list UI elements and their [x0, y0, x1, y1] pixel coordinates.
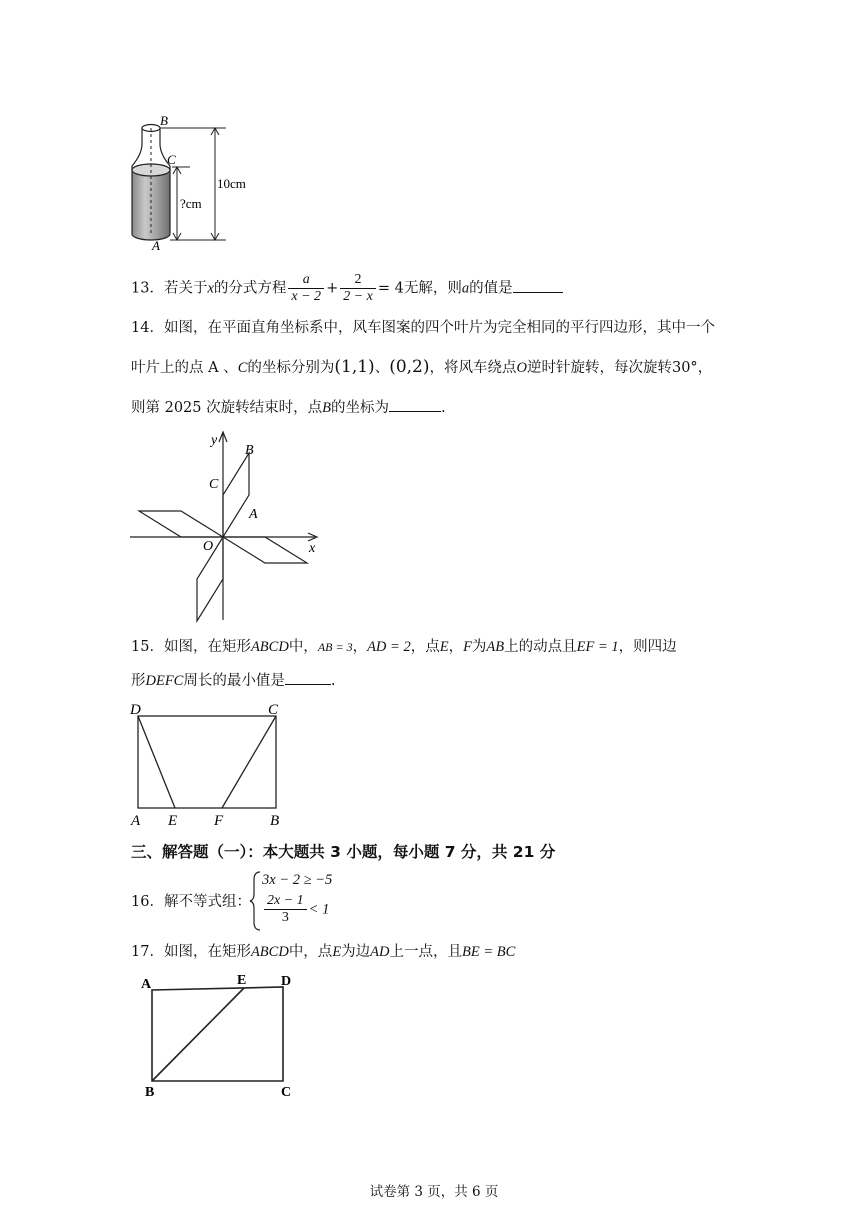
- rect17-label-c: C: [281, 1085, 292, 1100]
- inequality-2: $\frac{2x - 1}{3}$ < 1: [262, 893, 329, 926]
- inequality-brace: [248, 870, 262, 932]
- question-15-line-2: 形DEFC周长的最小值是 .: [131, 670, 335, 691]
- inequality-1: 3x − 2 ≥ −5: [262, 872, 333, 888]
- rectangle-abcd-figure: [135, 968, 305, 1103]
- rect15-label-f: F: [214, 813, 224, 829]
- rectangle-defc-figure: [125, 698, 295, 830]
- question-16-label: 16．解不等式组：: [131, 894, 251, 910]
- rect17-label-e: E: [237, 973, 247, 988]
- answer-blank-13[interactable]: [513, 278, 563, 293]
- windmill-axis-x: x: [309, 541, 316, 556]
- windmill-label-c: C: [209, 477, 219, 492]
- bottle-label-c: C: [167, 152, 176, 167]
- fraction-2-over-2-minus-x: $\frac{2}{2 - x}$: [340, 272, 376, 305]
- bottle-label-b: B: [160, 113, 168, 128]
- fraction-2x-minus-1-over-3: $\frac{2x - 1}{3}$: [264, 893, 307, 926]
- bottle-height-unknown: ?cm: [180, 196, 202, 211]
- question-14-line-1: 14．如图，在平面直角坐标系中，风车图案的四个叶片为完全相同的平行四边形，其中一个: [131, 320, 715, 336]
- question-13: 13．若关于x的分式方程 $\frac{a}{x - 2}$ + $\frac{2}{2 - x}$ = 4无解，则a的值是: [131, 272, 563, 305]
- rect17-label-a: A: [141, 977, 152, 992]
- answer-blank-15[interactable]: [285, 670, 331, 685]
- question-14-line-2: 叶片上的点 A 、C的坐标分别为(1,1)、(0,2)，将风车绕点O逆时针旋转，每次旋转30°，: [131, 357, 713, 377]
- question-15-line-1: 15．如图，在矩形ABCD中，AB = 3，AD = 2，点E，F为AB上的动点且EF = 1，则四边: [131, 639, 677, 655]
- section-3-heading: 三、解答题（一）：本大题共 3 小题，每小题 7 分，共 21 分: [131, 843, 556, 861]
- windmill-label-o: O: [203, 539, 214, 554]
- rect15-label-e: E: [168, 813, 178, 829]
- bottle-label-a: A: [152, 238, 160, 253]
- rect15-label-b: B: [270, 813, 280, 829]
- windmill-label-a: A: [249, 507, 258, 522]
- rect17-label-d: D: [281, 974, 292, 989]
- bottle-figure: [120, 110, 270, 255]
- rect17-label-b: B: [145, 1085, 155, 1100]
- question-17: 17．如图，在矩形ABCD中，点E为边AD上一点，且BE = BC: [131, 944, 516, 960]
- windmill-axis-y: y: [211, 433, 218, 448]
- question-14-line-3: 则第 2025 次旋转结束时，点B的坐标为 .: [131, 397, 446, 418]
- windmill-label-b: B: [245, 443, 254, 458]
- rect15-label-c: C: [268, 702, 279, 718]
- rect15-label-d: D: [130, 702, 141, 718]
- bottle-height-total: 10cm: [217, 176, 246, 191]
- answer-blank-14[interactable]: [389, 397, 441, 412]
- rect15-label-a: A: [131, 813, 141, 829]
- page-footer: 试卷第 3 页，共 6 页: [369, 1184, 499, 1200]
- windmill-figure: [125, 428, 330, 628]
- fraction-a-over-x-minus-2: $\frac{a}{x - 2}$: [288, 272, 324, 305]
